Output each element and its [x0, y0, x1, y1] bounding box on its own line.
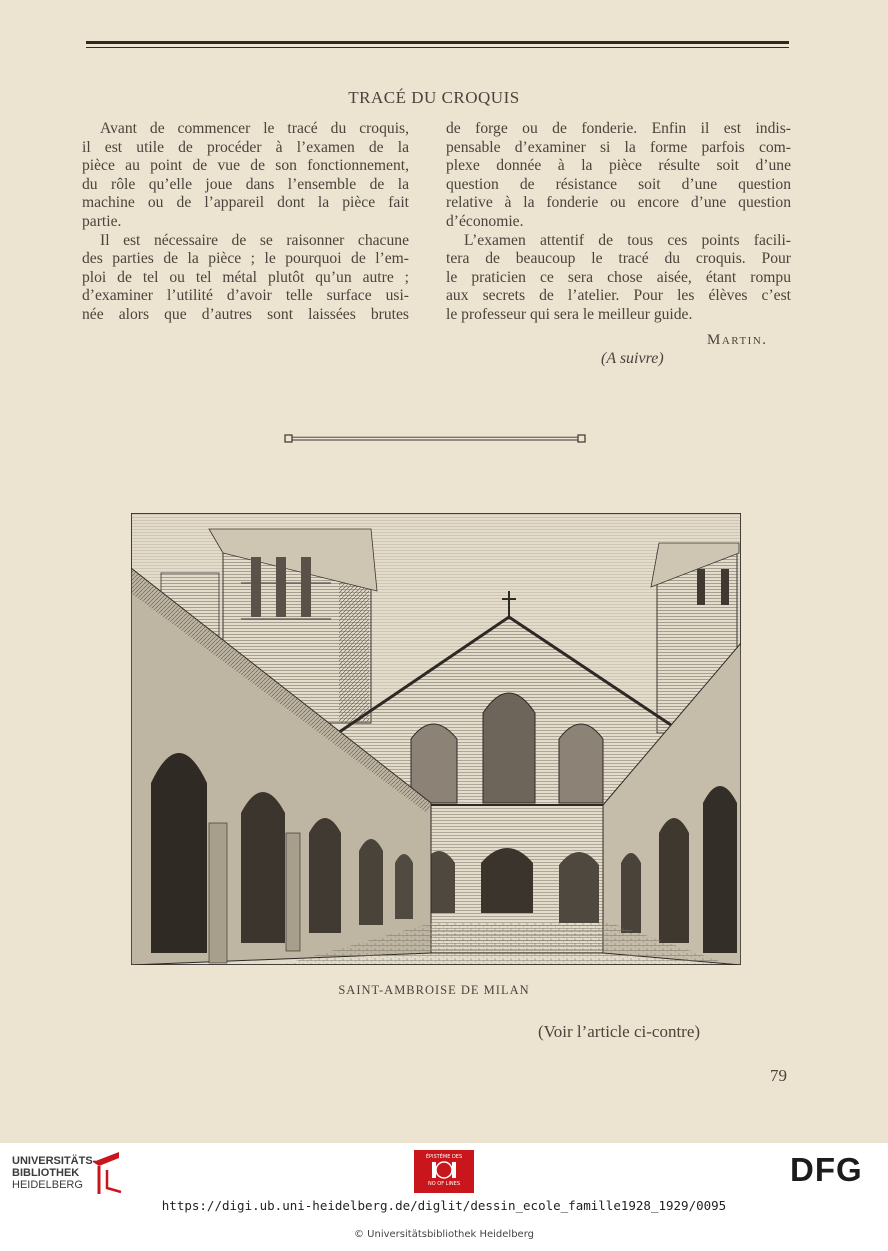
text-line: machine ou de l’appareil dont la pièce fait	[82, 194, 409, 212]
university-library-logo[interactable]	[12, 1155, 96, 1191]
text-line: Avant de commencer le tracé du croquis,	[100, 120, 409, 137]
text-line: du rôle qu’elle joue dans l’ensemble de la	[82, 175, 409, 193]
ub-emblem-icon	[89, 1148, 125, 1198]
text-line: des parties de la pièce ; le pourquoi de l’em-	[82, 250, 409, 268]
copyright-notice: © Universitätsbibliothek Heidelberg	[353, 1229, 534, 1240]
text-line: de forge ou de fonderie. Enfin il est indis-	[446, 120, 791, 137]
partner-logo[interactable]	[414, 1150, 474, 1193]
text-line: question de résistance soit d’une question	[446, 175, 791, 193]
illustration-caption: SAINT-AMBROISE DE MILAN	[338, 983, 530, 997]
text-line: tera de beaucoup le tracé du croquis. Pour	[446, 250, 791, 268]
article-title: TRACÉ DU CROQUIS	[348, 88, 520, 107]
engraving-saint-ambroise	[131, 513, 741, 965]
text-line: il est utile de procéder à l’examen de la	[82, 138, 409, 156]
library-name-line2: BIBLIOTHEK	[12, 1167, 80, 1179]
text-line: née alors que d’autres sont laissées brutes	[82, 305, 409, 323]
see-article-note: (Voir l’article ci-contre)	[538, 1022, 701, 1041]
section-ornament	[284, 433, 586, 445]
text-line: pensable d’examiner si la forme parfois com-	[446, 138, 791, 156]
partner-logo-subtext: NO OF LINES	[428, 1181, 460, 1187]
page-number: 79	[770, 1066, 787, 1085]
partner-logo-text: ÉPISTÈME DES	[425, 1154, 463, 1160]
header-rule-thin	[86, 47, 789, 48]
library-name-line3: HEIDELBERG	[12, 1179, 83, 1191]
left-column	[82, 120, 409, 325]
header-rule-thick	[86, 41, 789, 44]
right-column	[446, 120, 791, 325]
dfg-logo[interactable]: DFG	[790, 1151, 863, 1188]
text-line: pièce au point de vue de son fonctionnement,	[82, 157, 409, 175]
text-line: Il est nécessaire de se raisonner chacune	[100, 231, 409, 249]
text-line: plexe donnée à la pièce résulte soit d’une	[446, 157, 791, 175]
text-line: le praticien ce sera chose aisée, étant rompu	[446, 268, 791, 286]
permalink-url[interactable]: https://digi.ub.uni-heidelberg.de/diglit/dessin_ecole_famille1928_1929/0095	[161, 1198, 727, 1213]
text-line: d’examiner l’utilité d’avoir telle surface usi-	[82, 287, 409, 305]
text-line: ploi de tel ou tel métal plutôt qu’un autre ;	[82, 268, 409, 286]
text-line: le professeur qui sera le meilleur guide.	[446, 305, 693, 323]
author-signature: Martin.	[707, 332, 768, 348]
text-line: relative à la fonderie ou encore d’une question	[446, 194, 791, 212]
text-line: L’examen attentif de tous ces points facili-	[464, 231, 791, 249]
text-line: partie.	[82, 212, 122, 230]
library-name-line1: UNIVERSITÄTS-	[12, 1155, 97, 1167]
text-line: d’économie.	[446, 212, 524, 230]
to-be-continued: (A suivre)	[601, 350, 664, 367]
text-line: aux secrets de l’atelier. Pour les élèves c’est	[446, 287, 791, 305]
